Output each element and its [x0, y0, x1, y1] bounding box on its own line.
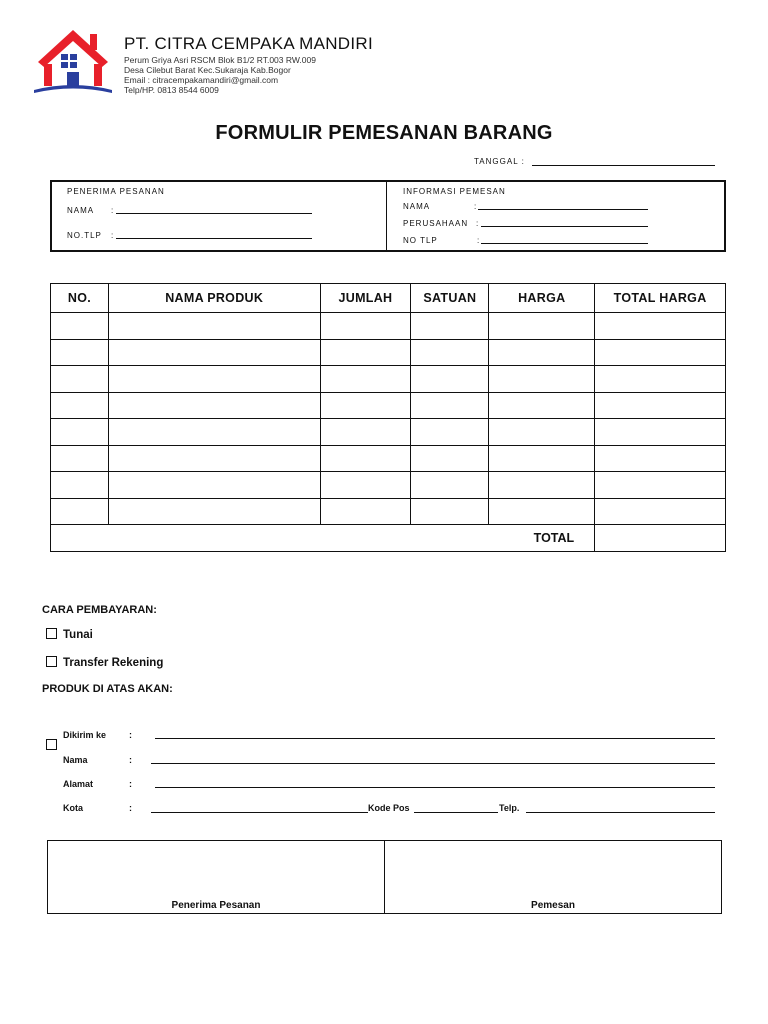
cell-quantity[interactable]	[320, 498, 411, 525]
cell-total-price[interactable]	[595, 313, 726, 340]
receiver-phone-field[interactable]	[116, 238, 312, 239]
cell-total-price[interactable]	[595, 472, 726, 499]
delivery-city-label: Kota	[63, 803, 83, 813]
receiver-phone-sep: :	[111, 231, 115, 240]
payment-transfer-label: Transfer Rekening	[63, 657, 164, 669]
payment-cash-label: Tunai	[63, 629, 93, 641]
orderer-name-label: NAMA	[403, 202, 431, 211]
cell-unit[interactable]	[411, 392, 489, 419]
delivery-heading: PRODUK DI ATAS AKAN:	[42, 683, 173, 695]
cell-no[interactable]	[51, 313, 109, 340]
cell-unit[interactable]	[411, 339, 489, 366]
delivery-postal-field[interactable]	[414, 812, 498, 813]
cell-product[interactable]	[108, 445, 320, 472]
cell-no[interactable]	[51, 392, 109, 419]
delivery-to-label: Dikirim ke	[63, 730, 107, 740]
date-field[interactable]	[532, 165, 715, 166]
cell-product[interactable]	[108, 366, 320, 393]
orderer-company-label: PERUSAHAAN	[403, 219, 469, 228]
payment-heading: CARA PEMBAYARAN:	[42, 604, 157, 616]
delivery-city-field[interactable]	[151, 812, 368, 813]
cell-price[interactable]	[489, 313, 595, 340]
col-header-product: NAMA PRODUK	[108, 284, 320, 313]
cell-quantity[interactable]	[320, 419, 411, 446]
cell-total-price[interactable]	[595, 392, 726, 419]
signature-box-receiver[interactable]	[47, 840, 385, 914]
receiver-name-label: NAMA	[67, 206, 95, 215]
table-row	[51, 419, 726, 446]
table-row	[51, 339, 726, 366]
orderer-name-sep: :	[474, 202, 478, 211]
table-row	[51, 445, 726, 472]
delivery-name-label: Nama	[63, 755, 88, 765]
receiver-heading: PENERIMA PESANAN	[67, 187, 165, 196]
orderer-heading: INFORMASI PEMESAN	[403, 187, 506, 196]
cell-no[interactable]	[51, 498, 109, 525]
col-header-price: HARGA	[489, 284, 595, 313]
cell-product[interactable]	[108, 472, 320, 499]
orderer-phone-label: NO TLP	[403, 236, 438, 245]
cell-total-price[interactable]	[595, 498, 726, 525]
receiver-phone-label: NO.TLP	[67, 231, 102, 240]
cell-product[interactable]	[108, 392, 320, 419]
cell-unit[interactable]	[411, 313, 489, 340]
cell-total-price[interactable]	[595, 339, 726, 366]
cell-quantity[interactable]	[320, 366, 411, 393]
delivery-checkbox[interactable]	[46, 739, 57, 750]
table-row	[51, 313, 726, 340]
receiver-name-field[interactable]	[116, 213, 312, 214]
form-title: FORMULIR PEMESANAN BARANG	[215, 122, 553, 144]
delivery-phone-label: Telp.	[499, 803, 520, 813]
cell-quantity[interactable]	[320, 392, 411, 419]
cell-no[interactable]	[51, 366, 109, 393]
cell-no[interactable]	[51, 339, 109, 366]
company-email: Email : citracempakamandiri@gmail.com	[124, 75, 279, 85]
cell-no[interactable]	[51, 472, 109, 499]
order-table	[50, 283, 726, 552]
table-body	[51, 313, 726, 552]
delivery-to-field[interactable]	[155, 738, 715, 739]
total-value-cell[interactable]	[595, 525, 726, 552]
orderer-phone-sep: :	[477, 236, 481, 245]
cell-price[interactable]	[489, 445, 595, 472]
cell-no[interactable]	[51, 445, 109, 472]
delivery-to-sep: :	[129, 730, 132, 740]
cell-no[interactable]	[51, 419, 109, 446]
house-logo-icon	[32, 28, 114, 96]
signature-receiver-label: Penerima Pesanan	[171, 900, 261, 911]
cell-price[interactable]	[489, 392, 595, 419]
date-label: TANGGAL :	[474, 157, 525, 166]
cell-product[interactable]	[108, 313, 320, 340]
cell-price[interactable]	[489, 366, 595, 393]
delivery-address-field[interactable]	[155, 787, 715, 788]
delivery-postal-label: Kode Pos	[368, 803, 410, 813]
cell-unit[interactable]	[411, 366, 489, 393]
signature-orderer-label: Pemesan	[531, 900, 575, 911]
cell-total-price[interactable]	[595, 445, 726, 472]
delivery-phone-field[interactable]	[526, 812, 715, 813]
delivery-address-label: Alamat	[63, 779, 94, 789]
table-row	[51, 366, 726, 393]
cell-price[interactable]	[489, 498, 595, 525]
total-label: TOTAL	[51, 525, 595, 552]
col-header-no: NO.	[51, 284, 109, 313]
company-name: PT. CITRA CEMPAKA MANDIRI	[124, 34, 374, 53]
cell-product[interactable]	[108, 498, 320, 525]
col-header-total-price: TOTAL HARGA	[595, 284, 726, 313]
cell-product[interactable]	[108, 419, 320, 446]
col-header-quantity: JUMLAH	[320, 284, 411, 313]
company-address-line-1: Perum Griya Asri RSCM Blok B1/2 RT.003 RW.009	[124, 55, 316, 65]
signature-box-orderer[interactable]	[384, 840, 722, 914]
table-row	[51, 498, 726, 525]
company-logo	[32, 28, 114, 96]
delivery-name-sep: :	[129, 755, 132, 765]
cell-price[interactable]	[489, 419, 595, 446]
payment-transfer-checkbox[interactable]	[46, 656, 57, 667]
cell-quantity[interactable]	[320, 339, 411, 366]
orderer-company-field[interactable]	[481, 226, 648, 227]
cell-quantity[interactable]	[320, 472, 411, 499]
delivery-name-field[interactable]	[151, 763, 715, 764]
orderer-company-sep: :	[476, 219, 480, 228]
cell-price[interactable]	[489, 472, 595, 499]
delivery-city-sep: :	[129, 803, 132, 813]
cell-quantity[interactable]	[320, 445, 411, 472]
orderer-phone-field[interactable]	[481, 243, 648, 244]
table-row	[51, 392, 726, 419]
cell-quantity[interactable]	[320, 313, 411, 340]
delivery-address-sep: :	[129, 779, 132, 789]
payment-cash-checkbox[interactable]	[46, 628, 57, 639]
table-header-row	[51, 284, 726, 313]
col-header-unit: SATUAN	[411, 284, 489, 313]
company-phone: Telp/HP. 0813 8544 6009	[124, 85, 219, 95]
cell-unit[interactable]	[411, 419, 489, 446]
cell-unit[interactable]	[411, 445, 489, 472]
cell-unit[interactable]	[411, 472, 489, 499]
cell-unit[interactable]	[411, 498, 489, 525]
orderer-name-field[interactable]	[478, 209, 648, 210]
cell-price[interactable]	[489, 339, 595, 366]
cell-total-price[interactable]	[595, 366, 726, 393]
table-row	[51, 472, 726, 499]
cell-total-price[interactable]	[595, 419, 726, 446]
table-total-row	[51, 525, 726, 552]
cell-product[interactable]	[108, 339, 320, 366]
company-address-line-2: Desa Cilebut Barat Kec.Sukaraja Kab.Bogor	[124, 65, 291, 75]
receiver-name-sep: :	[111, 206, 115, 215]
info-divider	[386, 181, 387, 251]
